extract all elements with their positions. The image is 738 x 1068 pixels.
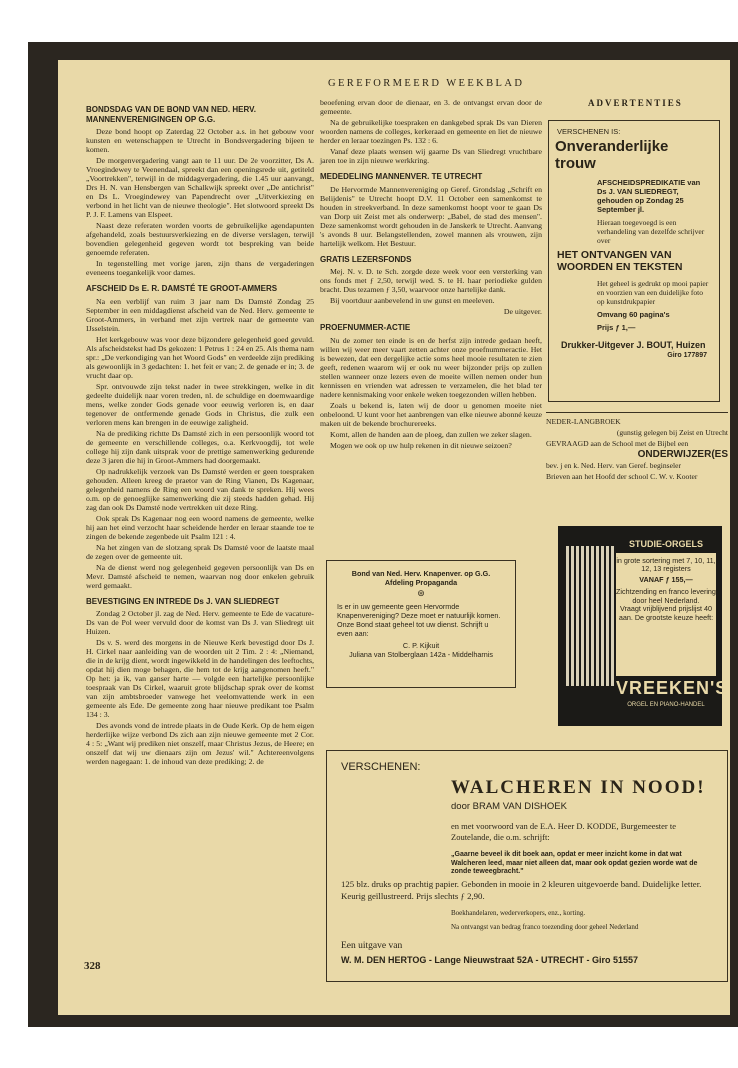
- paragraph: Deze bond hoopt op Zaterdag 22 October a.s. in het gebouw voor kunsten en wetenschappen te Utrecht in Bondsvergadering bijeen te komen.: [86, 127, 314, 154]
- box-name: C. P. Kijkuit: [402, 641, 440, 650]
- advert-label: VERSCHENEN:: [341, 761, 421, 773]
- paragraph: Na de prediking richtte Ds Damsté zich in een persoonlijk woord tot de gemeente en verschillende colleges, o.a. Kerkvoogdij, tot wele college hij zijn dank uitsprak voor de prettige samenwerking gedurende deze 3 jaren die hij in Groot-Ammers had doorgemaakt.: [86, 428, 314, 465]
- article-title: AFSCHEID Ds E. R. DAMSTÉ TE GROOT-AMMERS: [86, 284, 278, 293]
- paragraph: De Hervormde Mannenvereniging op Geref. Grondslag „Schrift en Belijdenis" te Utrecht hoopt D.V. 11 October een samenkomst te houden in streekverband. In deze samenkomst hoopt voor te gaan Ds van Dorp uit Zeist met als onderwerp: „Babel, de stad des mensen". Deze samenkomst wordt gehouden in de Janskerk te Utrecht. Aanvang 's avonds 8 uur. Belangstellenden, zowel mannen als vrouwen, zijn hartelijk welkom. Het Bestuur.: [320, 184, 542, 248]
- advert-title: ONDERWIJZER(ES: [637, 449, 728, 460]
- paragraph: De morgenvergadering vangt aan te 11 uur. De 2e voorzitter, Ds A. Vroegindewey te Veenendaal, spreekt dan een openingsrede uit, getiteld „Voortrekken", terwijl in de middagvergadering, die 1.45 uur aanvangt, Drs H. N. van Hensbergen van Schalkwijk spreekt over „De antichrist" en Ds L. Vroegindewey van Papendrecht over „Uitverkiezing en verbond in het licht van de nieuwe theologie". Het slotwoord spreekt Ds P. J. F. Lamens van Elspeet.: [86, 156, 314, 219]
- box-address: Juliana van Stolberglaan 142a - Middelharnis: [349, 650, 493, 659]
- page-number: 328: [84, 960, 101, 972]
- running-head: GEREFORMEERD WEEKBLAD: [328, 78, 525, 89]
- advert-brand-sub: ORGEL EN PIANO-HANDEL: [627, 702, 705, 708]
- paragraph: Na een verblijf van ruim 3 jaar nam Ds Damsté Zondag 25 September in een middagdienst afscheid van de Ned. Herv. gemeente te Groot-Ammers, in verband met zijn vertrek naar de gemeente van IJsselstein.: [86, 296, 314, 333]
- paragraph: Na de dienst werd nog gelegenheid gegeven persoonlijk van Ds en Mevr. Damsté afscheid te nemen, waarvan nog door enkelen gebruik werd gemaakt.: [86, 562, 314, 590]
- advert-brand: VREEKEN'S: [616, 678, 729, 698]
- article-title: BEVESTIGING EN INTREDE Ds J. VAN SLIEDREGT: [86, 596, 280, 606]
- advert-label: VERSCHENEN IS:: [557, 127, 621, 136]
- advert-line: Hieraan toegevoegd is een verhandeling van dezelfde schrijver over: [597, 218, 705, 245]
- paragraph: Ook sprak Ds Kagenaar nog een woord namens de gemeente, welke hij aan het eind verzocht haar scheidende herder en leraar staande toe te zingen de bekende zegenbede uit Psalm 121 : 4.: [86, 513, 314, 541]
- advert-onderwijzer: [546, 412, 728, 482]
- organ-pipes-image: [566, 546, 614, 686]
- advert-line: GEVRAAGD aan de School met de Bijbel een: [546, 439, 689, 448]
- advert-publisher: Drukker-Uitgever J. BOUT, Huizen: [561, 340, 706, 350]
- propaganda-box: [326, 560, 516, 688]
- advert-line: Zichtzending en franco levering door heel Nederland.: [616, 587, 716, 605]
- advert-line: (gunstig gelegen bij Zeist en Utrecht: [616, 428, 728, 437]
- advert-onveranderlijke-trouw: [548, 120, 720, 402]
- advert-note: Na ontvangst van bedrag franco toezending door geheel Nederland: [451, 923, 639, 931]
- advert-line: Vraagt vrijblijvend prijslijst 40 aan. De grootste keuze heeft:: [618, 604, 714, 622]
- signature: De uitgever.: [503, 307, 542, 316]
- advert-line: in grote sortering met 7, 10, 11, 12, 13 registers: [616, 555, 716, 573]
- advert-title: WALCHEREN IN NOOD!: [451, 777, 706, 798]
- advert-line: Brieven aan het Hoofd der school C. W. v. Kooter: [546, 472, 698, 481]
- paragraph: Op nadrukkelijk verzoek van Ds Damsté werden er geen toespraken gehouden. Alleen kreeg de praetor van de Ring Vianen, Ds Kagenaar, gelegenheid namens de Ring een woord van dank te spreken. Hij wees o.m. op de genoeglijke samenwerking die zij steeds hadden gehad. Hij zag dan ook Ds Damsté node vertrekken uit deze Ring.: [86, 466, 314, 512]
- box-text: Is er in uw gemeente geen Hervormde Knapenvereniging? Deze moet er natuurlijk komen. Onze Bond staat geheel tot uw dienst. Schrijft u even aan:: [337, 602, 501, 638]
- emblem-icon: ⊛: [417, 588, 425, 598]
- advert-quote: „Gaarne beveel ik dit boek aan, opdat er meer inzicht kome in dat wat Walcheren leed, maar niet alleen dat, maar ook opdat gezien worde wat de zonde teweegbracht.": [451, 851, 698, 875]
- advert-omvang: Omvang 60 pagina's: [597, 310, 670, 319]
- advert-title: STUDIE-ORGELS: [616, 536, 716, 553]
- paragraph: Zoals u bekend is, laten wij de door u genomen moeite niet onbeloond. U kunt voor het aanbrengen van elke nieuwe abonné keuze maken uit de bekende brochurereeks.: [320, 400, 542, 428]
- paragraph: beoefening ervan door de dienaar, en 3. de ontvangst ervan door de gemeente.: [320, 98, 542, 116]
- paragraph: In tegenstelling met vorige jaren, zijn thans de vergaderingen eveneens toegankelijk voor dames.: [86, 259, 314, 277]
- paragraph: Spr. ontvouwde zijn tekst nader in twee strekkingen, welke in dit gedeelte duidelijk naar voren treden, nl. de schuldige en doemwaardige mens, welke zonder Gods genade voor eeuwig verloren is, en daar tegenover de ontfermende genade Gods in Christus, die zulk een verloren mens kan brengen in de eeuwige zaligheid.: [86, 381, 314, 427]
- adverts-heading: ADVERTENTIES: [588, 98, 683, 108]
- paragraph: Nu de zomer ten einde is en de herfst zijn intrede gedaan heeft, willen wij weer meer vaart zetten achter onze proefnummeractie. Het is bewezen, dat een dergelijke actie soms heel mooie resultaten te zien geeft, redenen waarom wij er ook nu weer bijzonder prijs op zullen stellen wanneer onze lezers even de moeite willen nemen onder hun kennissen en vrienden wat adressen te verzamelen, die het blad ter nadere kennismaking voor enkele weken toegezonden willen hebben.: [320, 335, 542, 399]
- advert-place: NEDER-LANGBROEK: [546, 417, 621, 426]
- orgel-panel: [616, 536, 716, 676]
- paragraph: Het kerkgebouw was voor deze bijzondere gelegenheid goed gevuld. Als afscheidstekst had Ds gekozen: 1 Petrus 1 : 24 en 25. Als thema nam spr.: „De verkondiging van het Woord Gods" en verdeelde zijn prediking als gewoonlijk in 3 gedachten: 1. het feit er van; 2. de genade er in; 3. de vrucht daar op.: [86, 334, 314, 380]
- divider: [546, 412, 728, 413]
- advert-price: Prijs ƒ 1,—: [597, 323, 636, 332]
- box-title: Bond van Ned. Herv. Knapenver. op G.G.: [351, 569, 491, 578]
- advert-pub-label: Een uitgave van: [341, 941, 403, 951]
- advert-studie-orgels: [558, 526, 729, 726]
- article-title: BONDSDAG VAN DE BOND VAN NED. HERV. MANNENVERENIGINGEN OP G.G.: [86, 105, 256, 124]
- article-title: MEDEDELING MANNENVER. TE UTRECHT: [320, 172, 483, 181]
- box-subtitle: Afdeling Propaganda: [384, 578, 458, 587]
- paragraph: Zondag 2 October jl. zag de Ned. Herv. gemeente te Ede de vacature-Ds van de Pol weer vervuld door de komst van Ds J. van Sliedregt uit Huizen.: [86, 609, 314, 636]
- paragraph: Naast deze referaten worden voorts de gebruikelijke agendapunten afgehandeld, zoals bestuursverkiezing en de diverse verslagen, terwijl bovendien gelegenheid gegeven wordt tot bespreking van beide genoemde referaten.: [86, 221, 314, 257]
- advert-walcheren: [326, 750, 728, 982]
- advert-price: VANAF ƒ 155,—: [639, 574, 693, 584]
- column-middle: [320, 98, 542, 452]
- paragraph: Na de gebruikelijke toespraken en dankgebed sprak Ds van Dieren woorden namens de colleges, kerkeraad en gemeente en liet de nieuwe herder en leraar toezingen Ps. 132 : 6.: [320, 118, 542, 145]
- advert-description: 125 blz. druks op prachtig papier. Gebonden in mooie in 2 kleuren uitgevoerde band. Duidelijke letter. Keurig geïllustreerd. Prijs slechts ƒ 2,90.: [341, 879, 702, 901]
- paragraph: Komt, allen de handen aan de ploeg, dan zullen we zeker slagen.: [330, 429, 532, 439]
- advert-line: Het geheel is gedrukt op mooi papier en voorzien van een duidelijke foto op kunstdrukpapier: [597, 279, 709, 306]
- advert-publisher: W. M. DEN HERTOG - Lange Nieuwstraat 52A - UTRECHT - Giro 51557: [341, 955, 639, 965]
- paragraph: Mej. N. v. D. te Sch. zorgde deze week voor een versterking van ons fonds met ƒ 2,50, terwijl wed. S. te H. haar periodieke gulden bracht. Dus tezamen ƒ 3,50, waarvoor onze hartelijke dank.: [320, 267, 542, 294]
- advert-intro: en met voorwoord van de E.A. Heer D. KODDE, Burgemeester te Zoutelande, die o.m. schrijft:: [451, 821, 677, 842]
- article-title: PROEFNUMMER-ACTIE: [320, 323, 411, 332]
- advert-line: AFSCHEIDSPREDIKATIE van Ds J. VAN SLIEDREGT, gehouden op Zondag 25 September jl.: [597, 178, 701, 214]
- column-left: [86, 98, 314, 768]
- advert-title: Onveranderlijke trouw: [555, 138, 669, 172]
- advert-subtitle: HET ONTVANGEN VAN WOORDEN EN TEKSTEN: [557, 249, 683, 273]
- advert-author: door BRAM VAN DISHOEK: [451, 801, 567, 812]
- advert-line: bev. j en k. Ned. Herv. van Geref. beginseler: [546, 461, 682, 470]
- newspaper-page: [58, 60, 730, 1015]
- advert-note: Boekhandelaren, wederverkopers, enz., korting.: [451, 909, 586, 917]
- paragraph: Bij voortduur aanbevelend in uw gunst en meeleven.: [330, 296, 495, 305]
- paragraph: Vanaf deze plaats wensen wij gaarne Ds van Sliedregt vruchtbare jaren toe in zijn nieuwe werkkring.: [320, 147, 542, 165]
- paragraph: Des avonds vond de intrede plaats in de Oude Kerk. Op de hem eigen herderlijke wijze verbond Ds zich aan zijn nieuwe gemeente met 2 Cor. 4 : 5: „Want wij prediken niet onszelf, maar Christus Jezus, de Heere; en onszelf dat wij uw dienaars zijn om Jezus' wil." Achtereenvolgens werden nagegaan: 1. de inhoud van deze prediking; 2. de: [86, 721, 314, 766]
- article-title: GRATIS LEZERSFONDS: [320, 254, 412, 264]
- paragraph: Ds v. S. werd des morgens in de Nieuwe Kerk bevestigd door Ds J. H. Cirkel naar aanleiding van de woorden uit 2 Tim. 2 : 4: „Niemand, die in de krijg dient, wordt ingewikkeld in de handelingen des leeftochts, opdat hij dien moge behagen, die hem tot de krijg aangenomen heeft." Op het: ja ik, van ganser harte — volgde een hartelijke persoonlijke toespraak van Ds Cirkel, waaruit grote blijdschap sprak over de komst van zijn ambtsbroeder vanwege het veelomvattende werk in een gemeente als Ede. De gemeente zong haar nieuwe predikant toe Psalm 134 : 3.: [86, 638, 314, 719]
- advert-giro: Giro 177897: [667, 352, 707, 359]
- paragraph: Na het zingen van de slotzang sprak Ds Damsté voor de laatste maal de zegen over de gemeente uit.: [86, 542, 314, 561]
- paragraph: Mogen we ook op uw hulp rekenen in dit nieuwe seizoen?: [330, 440, 512, 450]
